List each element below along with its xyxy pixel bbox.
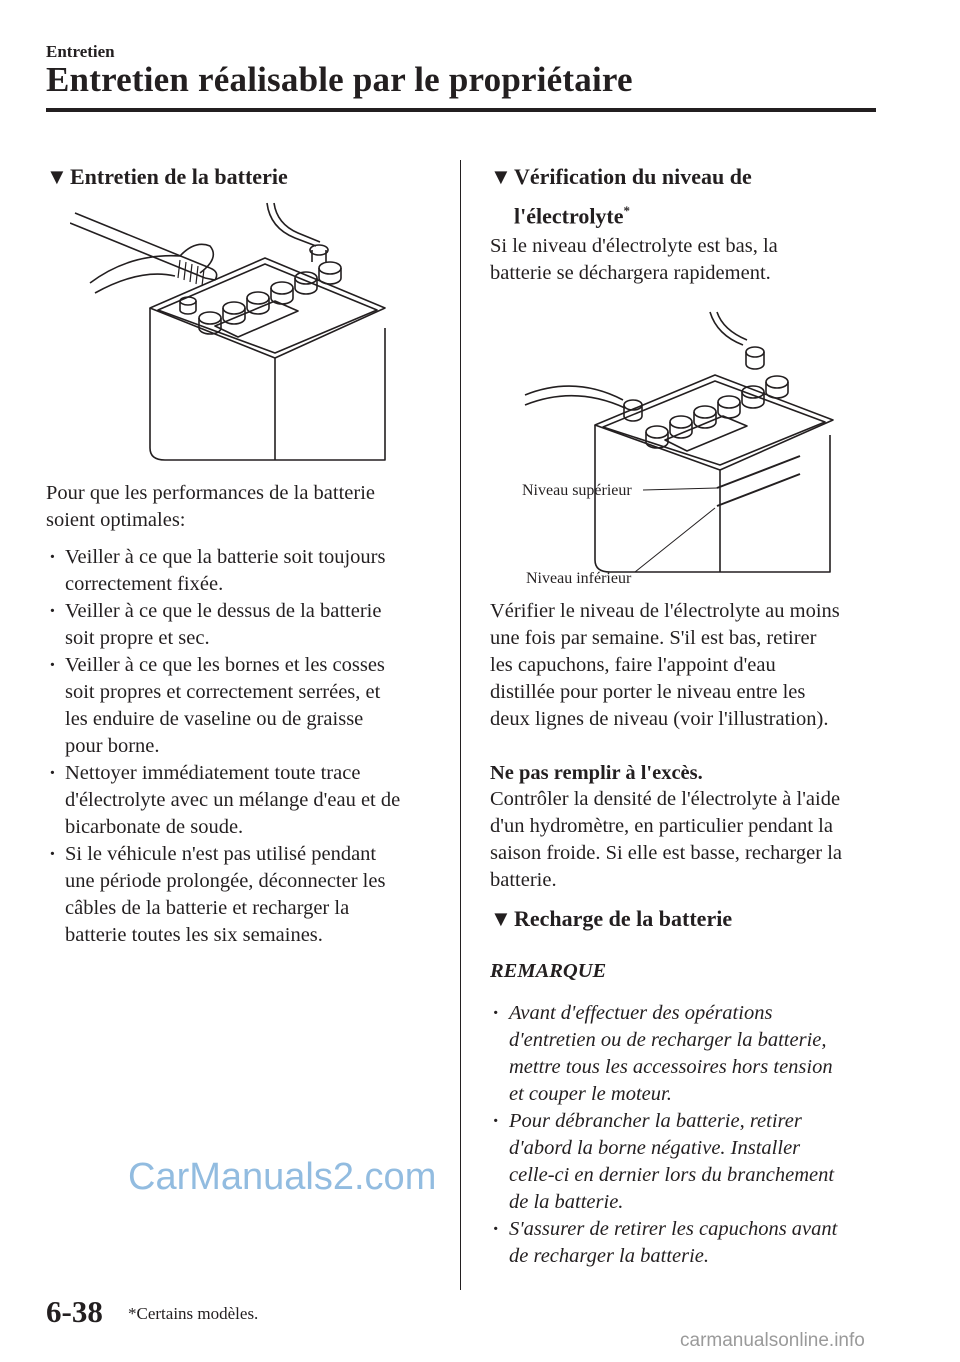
watermark-logo: CarManuals2.com [128, 1156, 437, 1198]
title-rule [46, 108, 876, 112]
battery-intro: Pour que les performances de la batterie soient optimales: [46, 482, 376, 531]
page-title: Entretien réalisable par le propriétaire [46, 60, 633, 99]
page-number: 6-38 [46, 1294, 103, 1329]
battery-brush-illustration [70, 198, 400, 473]
note-list [490, 1000, 837, 1270]
density-paragraph: Contrôler la densité de l'électrolyte à l'aide d'un hydromètre, en particulier pendant la saison froide. Si elle est basse, recharger la batterie. [490, 788, 842, 891]
list-item: · Nettoyer immédiatement toute trace d'électrolyte avec un mélange d'eau et de bicarbonate de soude. [46, 760, 400, 841]
triangle-down-icon: ▼ [46, 164, 68, 189]
electrolyte-intro: Si le niveau d'électrolyte est bas, la batterie se déchargera rapidement. [490, 235, 778, 284]
triangle-down-icon: ▼ [490, 164, 512, 189]
list-item: · Veiller à ce que le dessus de la batterie soit propre et sec. [46, 598, 400, 652]
section-label: Entretien [46, 42, 115, 61]
column-divider [460, 160, 461, 1290]
list-item: · Veiller à ce que la batterie soit toujours correctement fixée. [46, 544, 400, 598]
electrolyte-paragraph: Vérifier le niveau de l'électrolyte au moins une fois par semaine. S'il est bas, retirer les capuchons, faire l'appoint d'eau distillée pour porter le niveau entre les deux lignes de niveau (voir l'illustration). [490, 600, 840, 730]
list-item: · Avant d'effectuer des opérations d'entretien ou de recharger la batterie, mettre tous les accessoires hors tension et couper le moteur. [490, 1000, 837, 1108]
triangle-down-icon: ▼ [490, 906, 512, 931]
note-title: REMARQUE [490, 960, 607, 982]
site-watermark: carmanualsonline.info [680, 1330, 865, 1351]
upper-level-label: Niveau supérieur [522, 482, 632, 499]
lower-level-label: Niveau inférieur [526, 570, 632, 587]
list-item: · S'assurer de retirer les capuchons avant de recharger la batterie. [490, 1216, 837, 1270]
list-item: · Si le véhicule n'est pas utilisé pendant une période prolongée, déconnecter les câbles de la batterie et recharger la batterie toutes les six semaines. [46, 841, 400, 949]
overfill-warning: Ne pas remplir à l'excès. [490, 762, 703, 784]
electrolyte-heading: ▼ Vérification du niveau de l'électrolyte* [490, 160, 752, 233]
battery-maintenance-heading: ▼ Entretien de la batterie [46, 160, 288, 194]
list-item: · Veiller à ce que les bornes et les cosses soit propres et correctement serrées, et les enduire de vaseline ou de graisse pour borne. [46, 652, 400, 760]
battery-care-list [46, 544, 400, 949]
electrolyte-level-illustration [515, 310, 845, 595]
recharge-heading: ▼ Recharge de la batterie [490, 902, 732, 936]
list-item: · Pour débrancher la batterie, retirer d'abord la borne négative. Installer celle-ci en dernier lors du branchement de la batterie. [490, 1108, 837, 1216]
footnote: *Certains modèles. [128, 1304, 259, 1323]
